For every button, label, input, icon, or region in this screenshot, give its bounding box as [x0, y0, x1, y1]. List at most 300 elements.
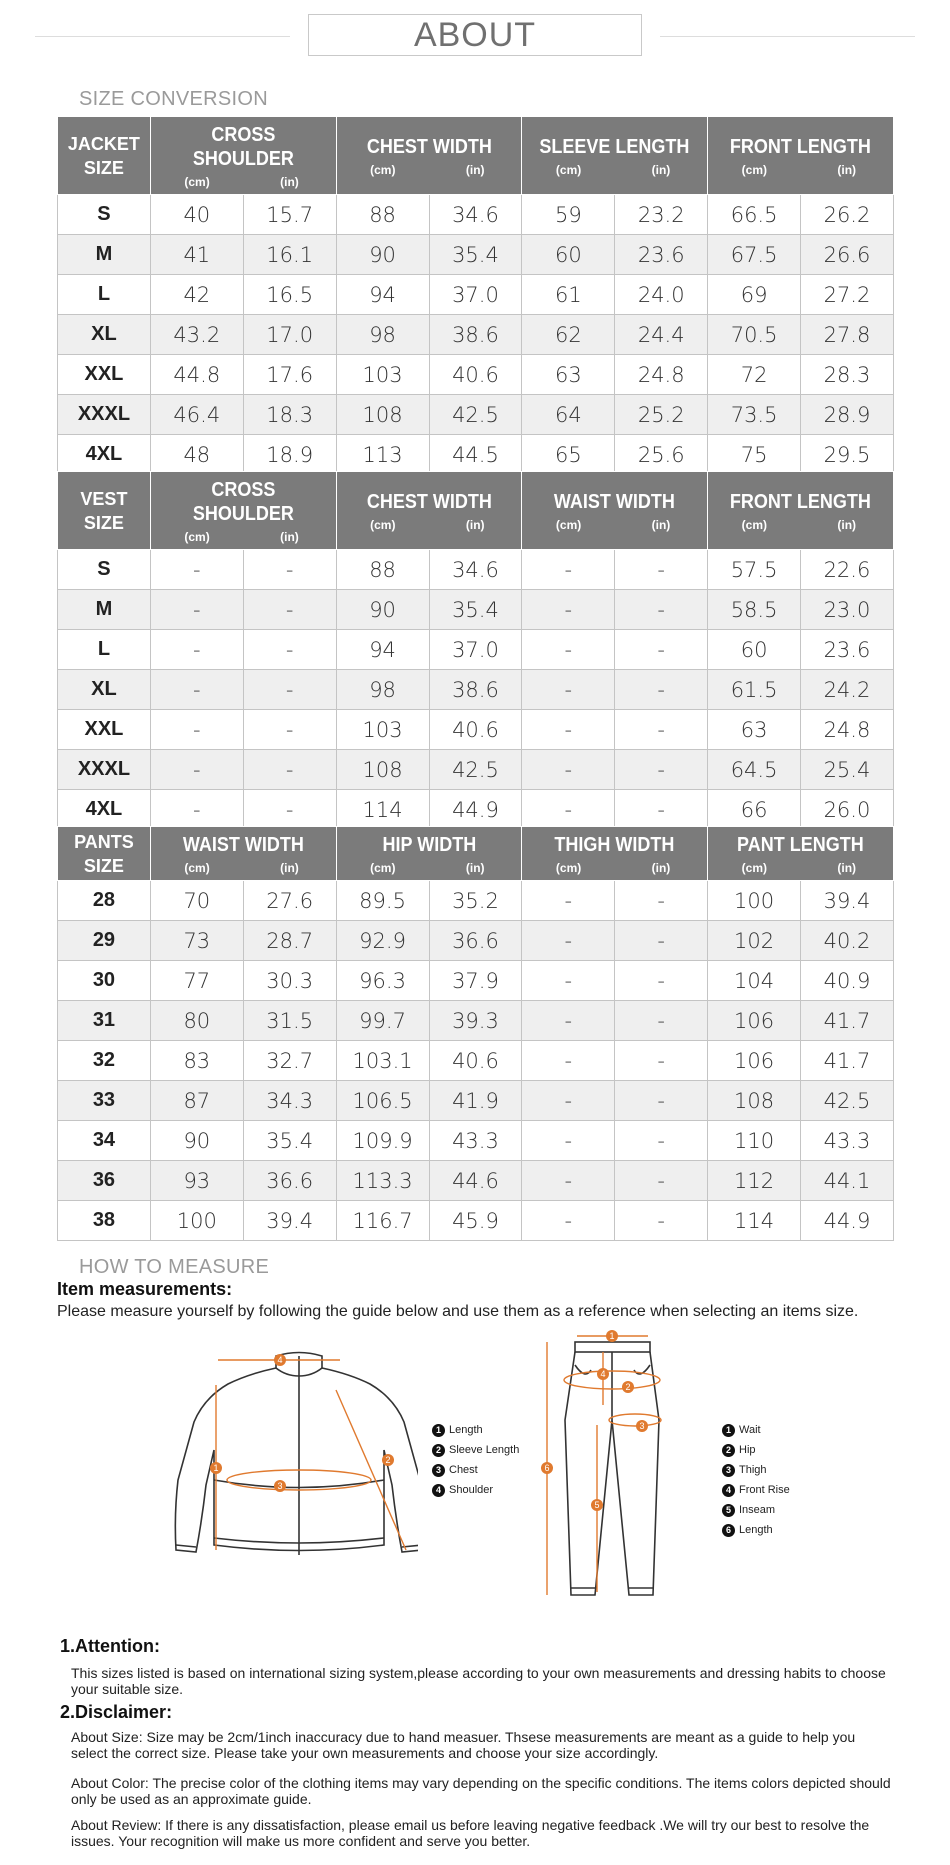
measurement-cell: 92.9	[336, 921, 429, 961]
measurement-cell: 106	[708, 1001, 801, 1041]
column-group-header	[150, 472, 336, 550]
measurement-cell: 16.1	[243, 235, 336, 275]
unit-labels	[337, 514, 522, 537]
measurement-cell: 40.6	[429, 710, 522, 750]
column-group-header	[708, 472, 894, 550]
measurement-cell: -	[150, 550, 243, 590]
unit-in-label: (in)	[651, 518, 671, 532]
size-cell: M	[58, 235, 151, 275]
measurement-cell: -	[522, 921, 615, 961]
pants-legend	[722, 1420, 790, 1540]
measurement-cell: -	[243, 550, 336, 590]
measurement-cell: -	[150, 710, 243, 750]
measurement-cell: -	[615, 1121, 708, 1161]
about-title-box	[308, 14, 642, 56]
size-cell: 30	[58, 961, 151, 1001]
pants-legend-item	[722, 1420, 790, 1440]
measurement-cell: 39.4	[801, 881, 894, 921]
measurement-cell: 40	[150, 195, 243, 235]
column-group-label: THIGH WIDTH	[554, 834, 675, 856]
disclaimer-title: 2.Disclaimer:	[60, 1702, 173, 1722]
measurement-cell: 96.3	[336, 961, 429, 1001]
size-cell: XL	[58, 670, 151, 710]
measurement-cell: 23.6	[801, 630, 894, 670]
measurement-cell: 58.5	[708, 590, 801, 630]
measurement-cell: 61.5	[708, 670, 801, 710]
measurement-cell: 44.9	[801, 1201, 894, 1241]
measurement-cell: -	[243, 590, 336, 630]
measurement-cell: 17.0	[243, 315, 336, 355]
measurement-cell: 113.3	[336, 1161, 429, 1201]
measurement-cell: 26.6	[801, 235, 894, 275]
measurement-cell: 41.7	[801, 1041, 894, 1081]
measurement-cell: -	[150, 750, 243, 790]
jacket-legend-item	[432, 1460, 519, 1480]
size-cell: 33	[58, 1081, 151, 1121]
size-cell: 34	[58, 1121, 151, 1161]
unit-cm-label: (cm)	[555, 861, 582, 875]
column-group-label: HIP WIDTH	[382, 834, 476, 856]
measurement-cell: 80	[150, 1001, 243, 1041]
measurement-cell: -	[615, 1041, 708, 1081]
unit-in-label: (in)	[837, 861, 857, 875]
unit-in-label: (in)	[465, 163, 485, 177]
measurement-cell: 23.6	[615, 235, 708, 275]
column-group-header	[708, 117, 894, 195]
legend-number: 6	[722, 1524, 735, 1537]
size-cell: 36	[58, 1161, 151, 1201]
legend-number: 5	[722, 1504, 735, 1517]
measurement-cell: 25.2	[615, 395, 708, 435]
table-header-row	[58, 827, 894, 881]
measurement-cell: -	[615, 670, 708, 710]
size-cell: XL	[58, 315, 151, 355]
measurement-cell: 100	[150, 1201, 243, 1241]
measurement-cell: 70	[150, 881, 243, 921]
measurement-cell: 16.5	[243, 275, 336, 315]
size-cell: 38	[58, 1201, 151, 1241]
measurement-cell: -	[522, 790, 615, 830]
measurement-cell: 18.9	[243, 435, 336, 475]
unit-labels	[522, 857, 707, 880]
measurement-cell: 114	[708, 1201, 801, 1241]
unit-in-label: (in)	[465, 861, 485, 875]
table-header-row	[58, 472, 894, 550]
measurement-cell: 104	[708, 961, 801, 1001]
measurement-cell: 41.9	[429, 1081, 522, 1121]
measurement-cell: 64	[522, 395, 615, 435]
column-group-header	[522, 472, 708, 550]
measurement-cell: 64.5	[708, 750, 801, 790]
measurement-cell: 29.5	[801, 435, 894, 475]
measurement-cell: 40.9	[801, 961, 894, 1001]
column-group-label: CROSS SHOULDER	[192, 479, 294, 525]
svg-text:4: 4	[277, 1355, 283, 1365]
measurement-cell: -	[150, 790, 243, 830]
legend-label: Wait	[739, 1424, 761, 1436]
jacket-legend-item	[432, 1480, 519, 1500]
measurement-cell: 39.4	[243, 1201, 336, 1241]
measurement-cell: 89.5	[336, 881, 429, 921]
header-rule-left	[35, 36, 290, 37]
measurement-cell: 40.6	[429, 355, 522, 395]
measurement-cell: -	[522, 710, 615, 750]
measurement-cell: -	[243, 750, 336, 790]
measurement-cell: -	[243, 670, 336, 710]
column-group-label: FRONT LENGTH	[730, 491, 872, 513]
size-cell: 32	[58, 1041, 151, 1081]
section-title-size-conversion: SIZE CONVERSION	[79, 88, 268, 110]
table-row	[58, 881, 894, 921]
measurement-cell: 106.5	[336, 1081, 429, 1121]
column-group-label: WAIST WIDTH	[554, 491, 676, 513]
table-row	[58, 195, 894, 235]
measurement-cell: 60	[522, 235, 615, 275]
legend-label: Front Rise	[739, 1484, 790, 1496]
measurement-cell: 46.4	[150, 395, 243, 435]
measurement-cell: 83	[150, 1041, 243, 1081]
measurement-cell: 108	[708, 1081, 801, 1121]
legend-label: Chest	[449, 1464, 478, 1476]
measurement-cell: 42.5	[429, 750, 522, 790]
legend-label: Shoulder	[449, 1484, 494, 1496]
measurement-cell: 75	[708, 435, 801, 475]
jacket-legend	[432, 1420, 519, 1500]
measurement-cell: 25.4	[801, 750, 894, 790]
measurement-cell: -	[522, 881, 615, 921]
measurement-cell: 103.1	[336, 1041, 429, 1081]
measurement-cell: 62	[522, 315, 615, 355]
table-row	[58, 275, 894, 315]
measurement-cell: 44.1	[801, 1161, 894, 1201]
measurement-cell: -	[150, 630, 243, 670]
measurement-cell: 45.9	[429, 1201, 522, 1241]
measurement-cell: 69	[708, 275, 801, 315]
size-header-label: SIZE	[83, 855, 124, 876]
unit-labels	[151, 171, 336, 194]
measurement-cell: 44.8	[150, 355, 243, 395]
measurement-cell: -	[522, 1001, 615, 1041]
table-row	[58, 670, 894, 710]
measurement-cell: 100	[708, 881, 801, 921]
measurement-cell: 35.2	[429, 881, 522, 921]
measurement-cell: 98	[336, 670, 429, 710]
measurement-cell: 23.0	[801, 590, 894, 630]
measurement-cell: 44.9	[429, 790, 522, 830]
measurement-cell: 42.5	[801, 1081, 894, 1121]
measurement-cell: 41	[150, 235, 243, 275]
measure-intro: Please measure yourself by following the guide below and use them as a reference when selecting an items size.	[57, 1303, 859, 1320]
unit-labels	[337, 159, 522, 182]
legend-number: 4	[432, 1484, 445, 1497]
measurement-cell: -	[243, 790, 336, 830]
unit-in-label: (in)	[837, 518, 857, 532]
measurement-cell: 25.6	[615, 435, 708, 475]
pants-legend-item	[722, 1460, 790, 1480]
measurement-cell: 28.7	[243, 921, 336, 961]
measurement-cell: -	[522, 1161, 615, 1201]
size-cell: 4XL	[58, 435, 151, 475]
disclaimer-about-size: About Size: Size may be 2cm/1inch inaccuracy due to hand measuer. Thsese measurements are meant as a guide to help you select the correct size. Please take your own measurements and choose your size accordingly.	[71, 1729, 856, 1761]
measurement-cell: 99.7	[336, 1001, 429, 1041]
size-header-label: SIZE	[83, 512, 124, 533]
measurement-cell: 94	[336, 630, 429, 670]
measurement-cell: -	[243, 710, 336, 750]
size-cell: XXL	[58, 355, 151, 395]
measurement-cell: 24.0	[615, 275, 708, 315]
measurement-cell: 44.6	[429, 1161, 522, 1201]
pants-legend-item	[722, 1480, 790, 1500]
measurement-cell: 24.2	[801, 670, 894, 710]
legend-label: Length	[739, 1524, 773, 1536]
measurement-cell: 35.4	[243, 1121, 336, 1161]
unit-in-label: (in)	[837, 163, 857, 177]
measurement-cell: 26.0	[801, 790, 894, 830]
unit-cm-label: (cm)	[741, 861, 767, 875]
size-cell: L	[58, 630, 151, 670]
measurement-cell: -	[522, 1041, 615, 1081]
measurement-cell: -	[522, 961, 615, 1001]
unit-in-label: (in)	[651, 163, 671, 177]
table-row	[58, 790, 894, 830]
measurement-cell: 35.4	[429, 235, 522, 275]
jacket-legend-item	[432, 1440, 519, 1460]
measurement-cell: -	[615, 550, 708, 590]
measurement-cell: 15.7	[243, 195, 336, 235]
legend-label: Inseam	[739, 1504, 776, 1516]
measurement-cell: -	[615, 590, 708, 630]
column-group-header	[336, 472, 522, 550]
size-table	[57, 116, 894, 475]
table-row	[58, 550, 894, 590]
measurement-cell: 27.6	[243, 881, 336, 921]
measurement-cell: 48	[150, 435, 243, 475]
measurement-cell: -	[522, 1081, 615, 1121]
size-cell: XXL	[58, 710, 151, 750]
measurement-cell: 93	[150, 1161, 243, 1201]
size-cell: XXXL	[58, 395, 151, 435]
measurement-cell: 24.4	[615, 315, 708, 355]
measurement-cell: 36.6	[429, 921, 522, 961]
measurement-cell: 42	[150, 275, 243, 315]
measurement-cell: 31.5	[243, 1001, 336, 1041]
column-group-header	[708, 827, 894, 881]
svg-text:2: 2	[385, 1455, 391, 1465]
measurement-cell: 59	[522, 195, 615, 235]
column-group-header	[522, 117, 708, 195]
measurement-cell: 39.3	[429, 1001, 522, 1041]
column-group-label: CHEST WIDTH	[366, 491, 492, 513]
legend-number: 4	[722, 1484, 735, 1497]
page-title: ABOUT	[413, 16, 537, 54]
legend-number: 1	[722, 1424, 735, 1437]
column-group-label: CROSS SHOULDER	[192, 124, 294, 170]
measurement-cell: 77	[150, 961, 243, 1001]
header-rule-right	[660, 36, 915, 37]
measurement-cell: 98	[336, 315, 429, 355]
measurement-cell: 35.4	[429, 590, 522, 630]
svg-text:3: 3	[277, 1481, 283, 1491]
measurement-cell: 37.9	[429, 961, 522, 1001]
unit-labels	[151, 857, 336, 880]
unit-labels	[708, 514, 893, 537]
legend-label: Sleeve Length	[449, 1444, 520, 1456]
unit-cm-label: (cm)	[184, 861, 210, 875]
measurement-cell: 38.6	[429, 315, 522, 355]
measurement-cell: 108	[336, 750, 429, 790]
column-group-header	[336, 117, 522, 195]
measure-heading: Item measurements:	[57, 1279, 233, 1299]
measurement-cell: -	[615, 1001, 708, 1041]
measurement-cell: 41.7	[801, 1001, 894, 1041]
svg-text:1: 1	[213, 1463, 219, 1473]
measurement-cell: 28.3	[801, 355, 894, 395]
measurement-cell: 103	[336, 355, 429, 395]
unit-cm-label: (cm)	[370, 861, 396, 875]
size-column-header	[58, 472, 151, 550]
measurement-cell: -	[615, 1201, 708, 1241]
table-row	[58, 1201, 894, 1241]
measurement-cell: 44.5	[429, 435, 522, 475]
svg-text:4: 4	[600, 1369, 606, 1379]
measurement-cell: 73	[150, 921, 243, 961]
measurement-cell: 24.8	[615, 355, 708, 395]
size-column-header	[58, 827, 151, 881]
measurement-cell: 26.2	[801, 195, 894, 235]
svg-text:6: 6	[544, 1463, 550, 1473]
table-row	[58, 590, 894, 630]
unit-labels	[337, 857, 522, 880]
measurement-cell: -	[150, 590, 243, 630]
svg-text:3: 3	[639, 1421, 645, 1431]
measurement-cell: 27.2	[801, 275, 894, 315]
measurement-cell: 90	[150, 1121, 243, 1161]
table-row	[58, 750, 894, 790]
table-row	[58, 1121, 894, 1161]
measurement-cell: 90	[336, 235, 429, 275]
unit-in-label: (in)	[280, 175, 299, 189]
measurement-cell: 67.5	[708, 235, 801, 275]
measurement-cell: 90	[336, 590, 429, 630]
size-cell: 4XL	[58, 790, 151, 830]
measurement-cell: 40.6	[429, 1041, 522, 1081]
unit-cm-label: (cm)	[370, 518, 396, 532]
measurement-cell: 94	[336, 275, 429, 315]
size-cell: S	[58, 550, 151, 590]
svg-text:5: 5	[594, 1500, 600, 1510]
measurement-cell: 110	[708, 1121, 801, 1161]
measurement-cell: -	[615, 1081, 708, 1121]
attention-title: 1.Attention:	[60, 1636, 160, 1656]
measurement-cell: 42.5	[429, 395, 522, 435]
unit-cm-label: (cm)	[184, 175, 210, 189]
measurement-cell: 61	[522, 275, 615, 315]
unit-cm-label: (cm)	[741, 518, 767, 532]
legend-label: Length	[449, 1424, 483, 1436]
measurement-cell: 63	[708, 710, 801, 750]
legend-label: Thigh	[739, 1464, 767, 1476]
measurement-cell: -	[522, 630, 615, 670]
table-row	[58, 395, 894, 435]
unit-in-label: (in)	[280, 530, 299, 544]
column-group-label: CHEST WIDTH	[366, 136, 492, 158]
legend-number: 2	[432, 1444, 445, 1457]
legend-label: Hip	[739, 1444, 756, 1456]
measurement-cell: 24.8	[801, 710, 894, 750]
unit-in-label: (in)	[651, 861, 671, 875]
unit-in-label: (in)	[465, 518, 485, 532]
measurement-cell: -	[522, 750, 615, 790]
table-row	[58, 921, 894, 961]
legend-number: 2	[722, 1444, 735, 1457]
size-cell: XXXL	[58, 750, 151, 790]
measurement-cell: -	[615, 710, 708, 750]
measurement-cell: 113	[336, 435, 429, 475]
measurement-cell: -	[615, 750, 708, 790]
table-row	[58, 235, 894, 275]
table-row	[58, 1041, 894, 1081]
measurement-cell: -	[522, 1201, 615, 1241]
unit-cm-label: (cm)	[555, 518, 582, 532]
size-cell: L	[58, 275, 151, 315]
size-table	[57, 471, 894, 830]
table-row	[58, 961, 894, 1001]
table-row	[58, 435, 894, 475]
column-group-label: SLEEVE LENGTH	[539, 136, 690, 158]
measurement-cell: 43.2	[150, 315, 243, 355]
measurement-cell: 37.0	[429, 275, 522, 315]
unit-labels	[522, 514, 707, 537]
column-group-header	[336, 827, 522, 881]
measurement-cell: -	[243, 630, 336, 670]
measurement-cell: 106	[708, 1041, 801, 1081]
column-group-label: WAIST WIDTH	[182, 834, 304, 856]
unit-cm-label: (cm)	[370, 163, 396, 177]
column-group-label: FRONT LENGTH	[730, 136, 872, 158]
measurement-cell: 65	[522, 435, 615, 475]
measurement-cell: 66	[708, 790, 801, 830]
measurement-cell: 34.3	[243, 1081, 336, 1121]
unit-cm-label: (cm)	[184, 530, 210, 544]
column-group-header	[150, 827, 336, 881]
measurement-cell: 34.6	[429, 550, 522, 590]
measurement-cell: 43.3	[429, 1121, 522, 1161]
column-group-header	[150, 117, 336, 195]
table-row	[58, 355, 894, 395]
table-header-row	[58, 117, 894, 195]
jacket-diagram	[168, 1350, 418, 1570]
measurement-cell: 63	[522, 355, 615, 395]
measurement-cell: 57.5	[708, 550, 801, 590]
disclaimer-about-review: About Review: If there is any dissatisfaction, please email us before leaving negative feedback .We will try our best to resolve the issues. Your recognition will make us more confident and serve you better.	[71, 1817, 870, 1849]
measurement-cell: 43.3	[801, 1121, 894, 1161]
measurement-cell: 108	[336, 395, 429, 435]
measurement-cell: -	[150, 670, 243, 710]
measurement-cell: 36.6	[243, 1161, 336, 1201]
measurement-cell: -	[522, 550, 615, 590]
size-table	[57, 826, 894, 1241]
unit-in-label: (in)	[280, 861, 299, 875]
measurement-cell: 60	[708, 630, 801, 670]
measurement-cell: -	[615, 630, 708, 670]
measurement-cell: -	[615, 881, 708, 921]
measurement-cell: -	[615, 790, 708, 830]
size-cell: 29	[58, 921, 151, 961]
unit-cm-label: (cm)	[741, 163, 768, 177]
table-row	[58, 1161, 894, 1201]
svg-text:2: 2	[625, 1382, 631, 1392]
size-header-label: SIZE	[83, 157, 124, 178]
